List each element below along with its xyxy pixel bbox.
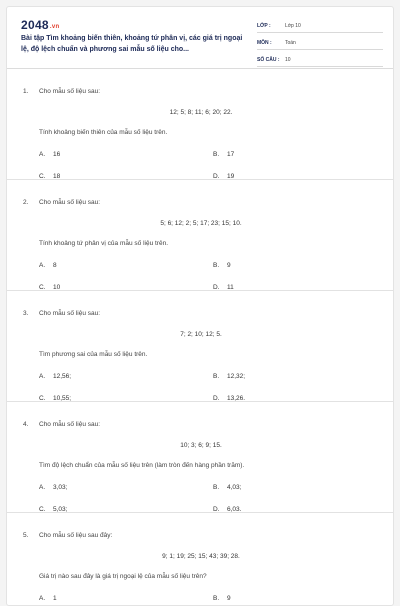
option-text: 16 [53, 151, 61, 158]
question-data: 9; 1; 19; 25; 15; 43; 39; 28. [162, 553, 240, 560]
question-number: 4. [23, 421, 29, 428]
question-number: 2. [23, 199, 29, 206]
worksheet-meta [257, 19, 383, 70]
option-b[interactable] [213, 373, 245, 380]
question-item [7, 291, 394, 402]
question-data: 10; 3; 6; 9; 15. [180, 442, 222, 449]
question-item [7, 180, 394, 291]
site-logo[interactable] [21, 18, 59, 32]
worksheet-header [7, 7, 393, 69]
option-letter: A. [39, 484, 46, 491]
question-prompt: Tính khoảng tứ phân vị của mẫu số liệu trên. [39, 240, 169, 247]
option-letter: C. [39, 173, 46, 180]
option-d[interactable] [213, 284, 234, 291]
question-prompt: Tìm phương sai của mẫu số liệu trên. [39, 351, 148, 358]
option-letter: A. [39, 373, 46, 380]
option-letter: A. [39, 151, 46, 158]
option-text: 4,03; [227, 484, 242, 491]
option-a[interactable] [39, 595, 57, 602]
question-prompt: Tính khoảng biến thiên của mẫu số liệu trên. [39, 129, 168, 136]
question-stem-text: Cho mẫu số liệu sau: [39, 199, 101, 206]
option-text: 9 [227, 262, 231, 269]
option-b[interactable] [213, 595, 231, 602]
option-b[interactable] [213, 151, 234, 158]
question-number: 5. [23, 532, 29, 539]
question-stem-text: Cho mẫu số liệu sau: [39, 88, 101, 95]
question-list [7, 69, 394, 606]
option-letter: D. [213, 284, 220, 291]
meta-value: Toán [285, 39, 296, 46]
question-stem [23, 199, 100, 206]
question-prompt: Tìm độ lệch chuẩn của mẫu số liệu trên (làm tròn đến hàng phần trăm). [39, 462, 245, 469]
option-d[interactable] [213, 506, 241, 513]
option-letter: D. [213, 395, 220, 402]
option-text: 1 [53, 595, 57, 602]
option-a[interactable] [39, 373, 71, 380]
question-stem-text: Cho mẫu số liệu sau: [39, 310, 101, 317]
option-c[interactable] [39, 284, 60, 291]
meta-label: SỐ CÂU : [257, 56, 280, 63]
option-a[interactable] [39, 484, 67, 491]
option-text: 9 [227, 595, 231, 602]
meta-subject-row [257, 36, 383, 50]
option-letter: B. [213, 484, 220, 491]
option-text: 18 [53, 173, 61, 180]
option-text: 13,26. [227, 395, 246, 402]
option-text: 11 [227, 284, 234, 291]
question-stem [23, 88, 100, 95]
question-data: 12; 5; 8; 11; 6; 20; 22. [169, 109, 233, 116]
option-letter: A. [39, 262, 46, 269]
option-b[interactable] [213, 262, 231, 269]
question-stem [23, 421, 100, 428]
option-b[interactable] [213, 484, 241, 491]
option-letter: C. [39, 506, 46, 513]
option-c[interactable] [39, 506, 67, 513]
question-item [7, 69, 394, 180]
worksheet [6, 6, 394, 606]
option-letter: C. [39, 395, 46, 402]
question-item [7, 402, 394, 513]
question-item [7, 513, 394, 606]
option-text: 5,03; [53, 506, 68, 513]
question-data: 5; 6; 12; 2; 5; 17; 23; 15; 10. [160, 220, 242, 227]
logo-suffix: .vn [49, 24, 60, 30]
meta-label: LỚP : [257, 22, 271, 29]
option-letter: B. [213, 595, 220, 602]
option-letter: B. [213, 262, 220, 269]
option-text: 12,32; [227, 373, 246, 380]
logo-text: 2048 [21, 18, 49, 32]
option-d[interactable] [213, 173, 234, 180]
question-number: 1. [23, 88, 29, 95]
worksheet-title: Bài tập Tìm khoảng biến thiên, khoảng tứ phân vị, các giá trị ngoại lệ, độ lệch chuẩn và phương sai mẫu số liệu cho... [21, 35, 243, 53]
option-text: 17 [227, 151, 235, 158]
option-a[interactable] [39, 262, 57, 269]
question-stem [23, 310, 100, 317]
meta-value: Lớp 10 [285, 22, 301, 29]
question-number: 3. [23, 310, 29, 317]
question-prompt: Giá trị nào sau đây là giá trị ngoại lệ của mẫu số liệu trên? [39, 573, 207, 580]
question-data: 7; 2; 10; 12; 5. [180, 331, 222, 338]
option-letter: C. [39, 284, 46, 291]
option-text: 6,03. [227, 506, 242, 513]
option-letter: D. [213, 506, 220, 513]
meta-count-row [257, 53, 383, 67]
meta-class-row [257, 19, 383, 33]
meta-value: 10 [285, 56, 291, 63]
option-a[interactable] [39, 151, 60, 158]
option-text: 3,03; [53, 484, 68, 491]
option-letter: B. [213, 151, 220, 158]
option-letter: B. [213, 373, 220, 380]
option-d[interactable] [213, 395, 245, 402]
meta-label: MÔN : [257, 39, 272, 46]
question-stem-text: Cho mẫu số liệu sau đây: [39, 532, 113, 539]
question-stem-text: Cho mẫu số liệu sau: [39, 421, 101, 428]
option-text: 10 [53, 284, 61, 291]
option-letter: A. [39, 595, 46, 602]
option-text: 8 [53, 262, 57, 269]
question-stem [23, 532, 112, 539]
option-letter: D. [213, 173, 220, 180]
option-c[interactable] [39, 173, 60, 180]
option-text: 19 [227, 173, 235, 180]
option-text: 12,56; [53, 373, 72, 380]
option-c[interactable] [39, 395, 71, 402]
option-text: 10,55; [53, 395, 72, 402]
